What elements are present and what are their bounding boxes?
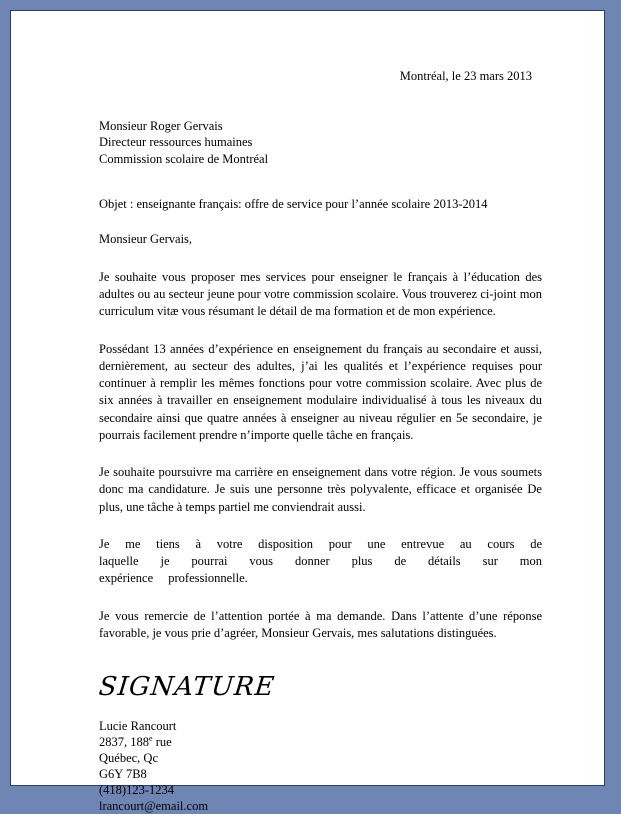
sender-city: Québec, Qc bbox=[99, 751, 158, 766]
recipient-line-1: Monsieur Roger Gervais bbox=[99, 119, 223, 133]
body-paragraph-4: Je me tiens à votre disposition pour une entrevue au cours de laquelle je pourrai vous donner plus de détails sur mon expérience professionnelle. bbox=[99, 536, 542, 586]
sender-name: Lucie Rancourt bbox=[99, 719, 177, 733]
document-content bbox=[11, 11, 604, 814]
date-line: Montréal, le 23 mars 2013 bbox=[399, 69, 532, 83]
body-paragraph-5: Je vous remercie de l’attention portée à ma demande. Dans l’attente d’une réponse favorable, je vous prie d’agréer, Monsieur Gervais, mes salutations distinguées. bbox=[99, 608, 542, 640]
sender-address-exponent: e bbox=[149, 734, 153, 743]
recipient-block bbox=[99, 118, 542, 167]
body-paragraph-3: Je souhaite poursuivre ma carrière en enseignement dans votre région. Je vous soumets donc ma candidature. Je suis une personne très polyvalente, efficace et organisée De plus, une tâche à temps partiel me conviendrait aussi. bbox=[99, 465, 542, 514]
sender-address-number: 2837, 188 bbox=[99, 735, 149, 750]
recipient-line-3: Commission scolaire de Montréal bbox=[99, 151, 269, 166]
sender-address-suffix: rue bbox=[152, 735, 172, 750]
sender-email: lrancourt@email.com bbox=[99, 799, 209, 814]
signature-mark: SIGNATURE bbox=[97, 672, 277, 702]
sender-postal-code: G6Y 7B8 bbox=[99, 767, 147, 782]
document-page bbox=[10, 10, 605, 814]
recipient-line-2: Directeur ressources humaines bbox=[99, 135, 253, 150]
sender-address bbox=[99, 734, 542, 750]
sender-block bbox=[99, 718, 542, 814]
salutation: Monsieur Gervais, bbox=[99, 231, 193, 246]
body-paragraph-1: Je souhaite vous proposer mes services pour enseigner le français à l’éducation des adultes ou au secteur jeune pour votre commission scolaire. Vous trouverez ci-joint mon curriculum vitæ vous résumant le détail de ma formation et de mon expérience. bbox=[99, 269, 542, 319]
sender-phone: (418)123-1234 bbox=[99, 783, 174, 798]
subject-line: Objet : enseignante français: offre de service pour l’année scolaire 2013-2014 bbox=[99, 196, 488, 211]
body-paragraph-2: Possédant 13 années d’expérience en enseignement du français au secondaire et aussi, dernièrement, au secteur des adultes, j’ai les qualités et l’expérience requises pour continuer à remplir les mêmes fonctions pour votre commission scolaire. Avec plus de six années à travailler en enseignement modulaire individualisé à tous les niveaux du secondaire ainsi que quatre années à enseigner au niveau régulier en 5e secondaire, je pourrais facilement prendre n’importe quelle tâche en français. bbox=[99, 341, 542, 442]
